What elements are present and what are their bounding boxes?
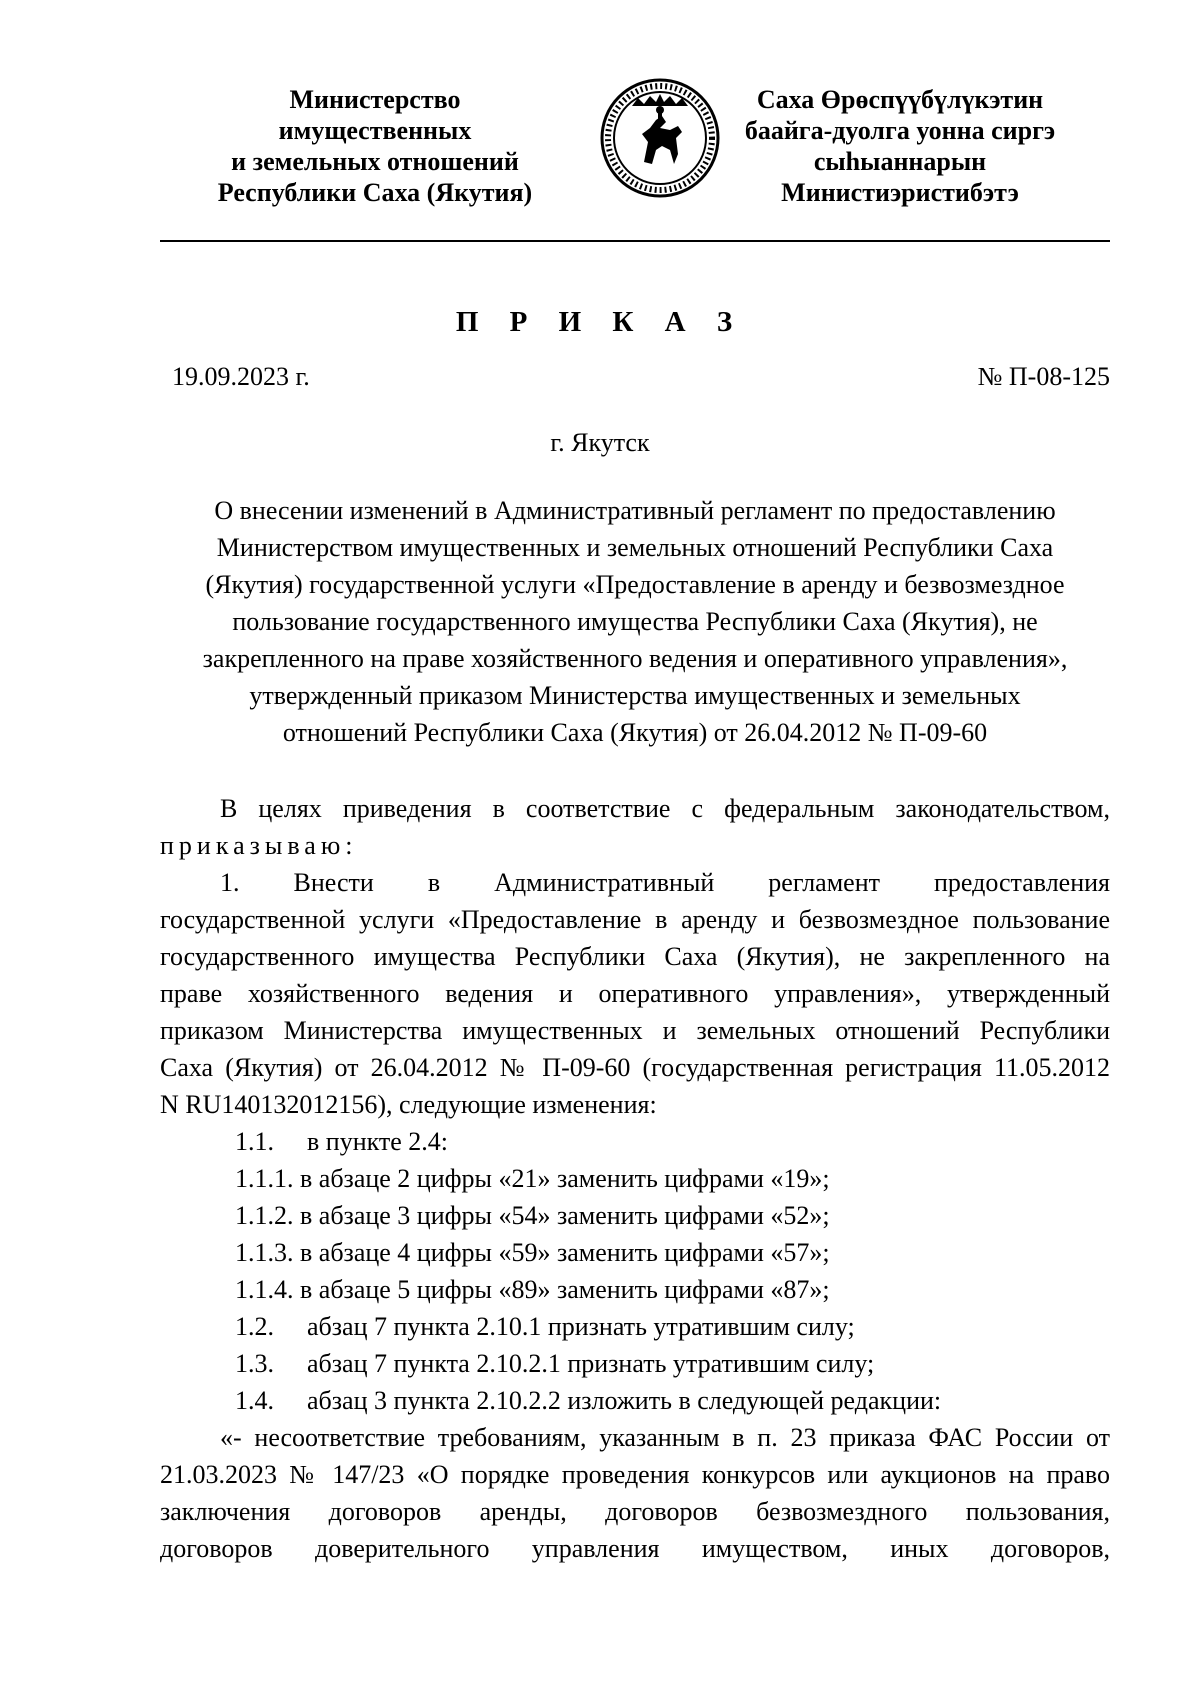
list-item-number: 1.2.: [235, 1312, 274, 1341]
list-item-number: 1.1.1.: [235, 1164, 294, 1193]
paragraph-1-line: приказом Министерства имущественных и земельных отношений Республики: [160, 1016, 1110, 1045]
document-number: № П-08-125: [977, 362, 1110, 391]
list-item: [160, 1234, 1110, 1271]
list-item: [160, 1345, 1110, 1382]
ministry-name-sah-line: Саха Өрөспүүбүлүкэтин: [756, 85, 1044, 114]
paragraph-1-line: Саха (Якутия) от 26.04.2012 № П-09-60 (государственная регистрация 11.05.2012: [160, 1053, 1110, 1082]
ministry-name-ru-line: Республики Саха (Якутия): [217, 178, 533, 207]
quote-line: 21.03.2023 № 147/23 «О порядке проведения конкурсов или аукционов на право: [160, 1460, 1110, 1489]
list-item: [160, 1160, 1110, 1197]
list-item-number: 1.1.2.: [235, 1201, 294, 1230]
list-item-text: в пункте 2.4:: [307, 1127, 449, 1156]
list-item-text: в абзаце 2 цифры «21» заменить цифрами «19»;: [300, 1164, 830, 1193]
ministry-name-sah-line: сыһыаннарын: [813, 147, 987, 176]
document-city: г. Якутск: [550, 428, 650, 457]
ministry-name-ru: [175, 84, 575, 208]
list-item-number: 1.1.: [235, 1127, 274, 1156]
list-item-number: 1.4.: [235, 1386, 274, 1415]
ministry-name-ru-line: Министерство: [289, 85, 461, 114]
ministry-name-sah-line: Министиэристибэтэ: [781, 178, 1019, 207]
order-word: приказываю:: [160, 831, 358, 860]
subject-line: (Якутия) государственной услуги «Предоставление в аренду и безвозмездное: [205, 570, 1065, 599]
paragraph-1-line: государственного имущества Республики Саха (Якутия), не закрепленного на: [160, 942, 1110, 971]
ministry-name-sah-line: баайга-дуолга уонна сиргэ: [744, 116, 1056, 145]
header-divider: [160, 240, 1110, 242]
paragraph-1-line: 1. Внести в Административный регламент предоставления: [220, 868, 1110, 897]
ministry-name-sah: [700, 84, 1100, 208]
list-item: [160, 1308, 1110, 1345]
list-item-number: 1.1.3.: [235, 1238, 294, 1267]
list-item-text: в абзаце 3 цифры «54» заменить цифрами «52»;: [300, 1201, 830, 1230]
subject-line: закрепленного на праве хозяйственного ведения и оперативного управления»,: [202, 644, 1068, 673]
ministry-name-ru-line: имущественных: [278, 116, 472, 145]
intro-paragraph: В целях приведения в соответствие с федеральным законодательством,: [220, 794, 1110, 823]
list-item-text: абзац 3 пункта 2.10.2.2 изложить в следующей редакции:: [307, 1386, 942, 1415]
document-body: [160, 790, 1110, 1567]
list-item: [160, 1197, 1110, 1234]
subject-line: Министерством имущественных и земельных отношений Республики Саха: [216, 533, 1054, 562]
paragraph-1-line: праве хозяйственного ведения и оперативного управления», утвержденный: [160, 979, 1110, 1008]
subject-line: отношений Республики Саха (Якутия) от 26.04.2012 № П-09-60: [282, 718, 988, 747]
list-item-text: абзац 7 пункта 2.10.2.1 признать утратившим силу;: [307, 1349, 875, 1378]
list-item-text: абзац 7 пункта 2.10.1 признать утратившим силу;: [307, 1312, 855, 1341]
document-subject: [160, 492, 1110, 751]
quote-line: заключения договоров аренды, договоров безвозмездного пользования,: [160, 1497, 1110, 1526]
subject-line: пользование государственного имущества Республики Саха (Якутия), не: [232, 607, 1038, 636]
document-date: 19.09.2023 г.: [172, 362, 310, 391]
list-item-number: 1.3.: [235, 1349, 274, 1378]
quote-line: «- несоответствие требованиям, указанным в п. 23 приказа ФАС России от: [220, 1423, 1110, 1452]
list-item-text: в абзаце 5 цифры «89» заменить цифрами «87»;: [300, 1275, 830, 1304]
list-item-text: в абзаце 4 цифры «59» заменить цифрами «57»;: [300, 1238, 830, 1267]
document-title: П Р И К А З: [455, 306, 745, 338]
subject-line: утвержденный приказом Министерства имущественных и земельных: [249, 681, 1021, 710]
subject-line: О внесении изменений в Административный регламент по предоставлению: [214, 496, 1056, 525]
list-item: [160, 1123, 1110, 1160]
quote-line: договоров доверительного управления имуществом, иных договоров,: [160, 1534, 1110, 1563]
ministry-name-ru-line: и земельных отношений: [231, 147, 519, 176]
paragraph-1-line: N RU140132012156), следующие изменения:: [160, 1090, 657, 1119]
list-item: [160, 1382, 1110, 1419]
list-item: [160, 1271, 1110, 1308]
list-item-number: 1.1.4.: [235, 1275, 294, 1304]
paragraph-1-line: государственной услуги «Предоставление в аренду и безвозмездное пользование: [160, 905, 1110, 934]
